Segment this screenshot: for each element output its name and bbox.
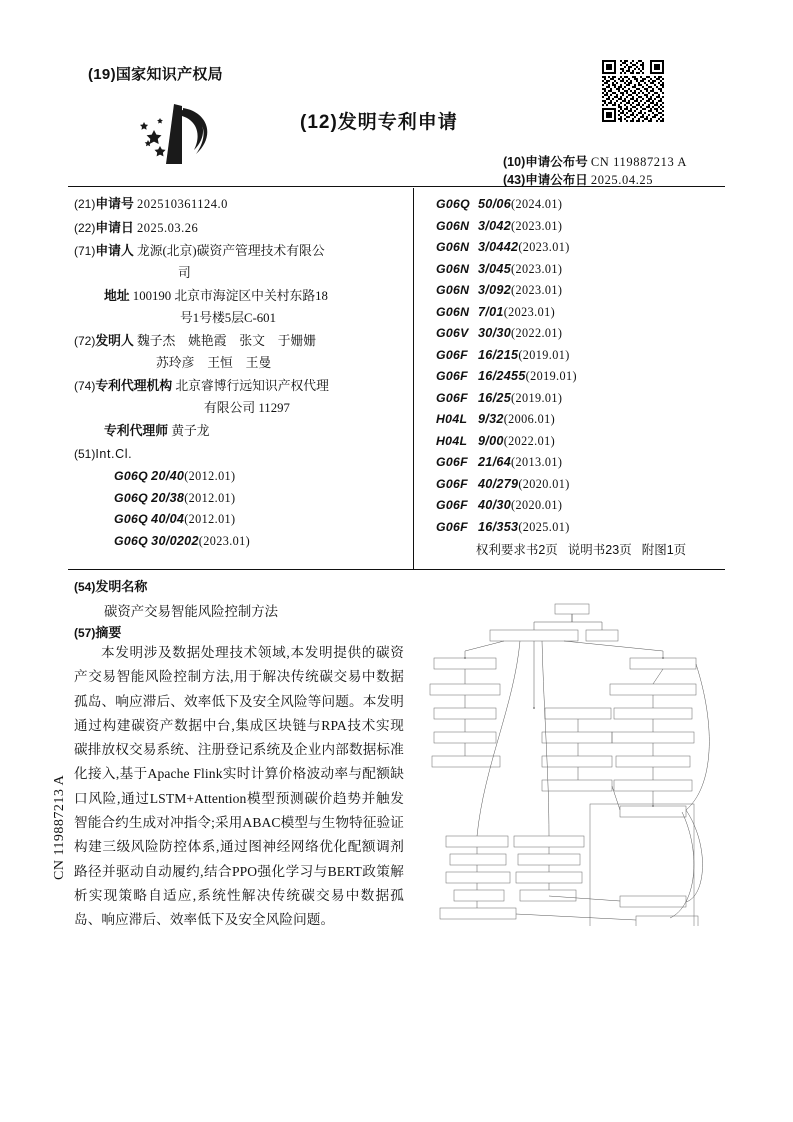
field-agent-label: 专利代理师 [104, 423, 168, 438]
classification-symbol: G06F [436, 455, 468, 469]
field-application-date-label: 申请日 [95, 219, 134, 235]
classification-symbol: G06Q [436, 197, 471, 211]
classification-list-right [436, 194, 726, 538]
field-application-number [74, 193, 410, 216]
field-application-date-value: 2025.03.26 [136, 220, 199, 235]
classification-item [436, 259, 726, 281]
classification-group: 7/01 [478, 304, 504, 319]
classification-item [74, 466, 410, 488]
classification-symbol: G06F [436, 498, 468, 512]
classification-item [436, 194, 726, 216]
document-kind-code: (12) [300, 112, 338, 133]
invention-title-block [74, 576, 414, 620]
classification-version: (2020.01) [511, 498, 563, 512]
field-application-date [74, 217, 410, 240]
field-agency-code: (74) [74, 379, 96, 393]
classification-symbol: G06F [436, 347, 468, 362]
invention-title-label: 发明名称 [95, 579, 148, 594]
field-applicant-code: (71) [74, 244, 96, 258]
classification-group: 20/40 [151, 469, 185, 483]
classification-group: 16/2455 [478, 369, 526, 383]
page-count-description: 说明书23页 [567, 543, 632, 557]
field-agent-value: 黄子龙 [171, 424, 210, 438]
classification-version: (2024.01) [511, 197, 563, 211]
field-address-value-line1: 100190 北京市海淀区中关村东路18 [132, 289, 328, 303]
classification-symbol: G06Q [114, 512, 149, 526]
field-application-number-value: 202510361124.0 [136, 197, 228, 211]
field-application-number-label: 申请号 [95, 196, 134, 211]
field-agency [74, 375, 410, 419]
classification-item [436, 237, 726, 259]
classification-item [74, 531, 410, 553]
classification-symbol: G06N [436, 283, 470, 297]
abstract-text: 本发明涉及数据处理技术领域,本发明提供的碳资产交易智能风险控制方法,用于解决传统碳交易中数据孤岛、响应滞后、效率低下及安全风险等问题。本发明通过构建碳资产数据中台,集成区块链与RPA技术实现碳排放权交易系统、注册登记系统及企业内部数据标准化接入,基于Apache Flink实时计算价格波动率与配额缺口风险,通过LSTM+Attention模型预测碳价趋势并触发智能合约生成对冲指令;采用ABAC模型与生物特征验证构建三级风险防控体系,通过图神经网络优化配额调剂路径并驱动自动履约,结合PPO强化学习与BERT政策解析实现策略自适应,系统性解决传统碳交易中数据孤岛、响应滞后、效率低下及安全风险问题。 [74, 645, 404, 928]
field-applicant-label: 申请人 [95, 243, 134, 258]
classification-version: (2012.01) [184, 512, 236, 526]
classification-version: (2012.01) [184, 469, 236, 483]
field-int-cl [74, 444, 410, 466]
classification-version: (2023.01) [518, 240, 570, 254]
field-applicant [74, 240, 410, 284]
invention-title-text: 碳资产交易智能风险控制方法 [104, 604, 279, 619]
document-kind [300, 107, 458, 134]
side-publication-code-text: CN 119887213 A [52, 774, 67, 880]
classification-version: (2006.01) [503, 412, 556, 426]
classification-group: 30/0202 [151, 533, 199, 548]
classification-group: 3/092 [478, 283, 512, 297]
classification-group: 9/00 [478, 433, 504, 448]
field-inventors-code: (72) [74, 334, 96, 348]
classification-group: 40/04 [151, 512, 185, 526]
field-int-cl-code: (51) [74, 446, 96, 461]
classification-group: 16/25 [478, 390, 512, 405]
classification-symbol: G06Q [114, 469, 149, 483]
classification-version: (2013.01) [511, 455, 563, 469]
field-int-cl-label: Int.Cl. [95, 446, 133, 461]
classification-version: (2023.01) [511, 218, 563, 233]
publication-number [503, 152, 687, 170]
field-address [74, 285, 410, 329]
abstract-heading [74, 622, 121, 642]
field-address-value-line2: 号1号楼5层C-601 [180, 310, 276, 325]
document-kind-label: 发明专利申请 [337, 112, 458, 133]
page-count-drawings: 附图1页 [641, 543, 687, 557]
classification-group: 9/32 [478, 412, 504, 426]
publication-date-label: 申请公布日 [525, 173, 588, 187]
classification-symbol: G06V [436, 326, 469, 340]
publication-date-value: 2025.04.25 [590, 173, 654, 187]
classification-symbol: G06N [436, 261, 470, 276]
classification-item [436, 302, 726, 324]
classification-symbol: G06F [436, 476, 468, 491]
classification-list-left [74, 466, 410, 552]
field-inventors-label: 发明人 [95, 333, 134, 348]
cnipa-emblem-icon [130, 100, 222, 170]
classification-item [436, 388, 726, 410]
issuing-office: (19)国家知识产权局 [88, 66, 223, 83]
divider-middle [68, 569, 725, 570]
classification-version: (2022.01) [511, 326, 563, 340]
classification-symbol: G06F [436, 390, 468, 405]
classification-item [436, 366, 726, 388]
classification-item [74, 509, 410, 531]
classification-group: 16/215 [478, 347, 519, 362]
invention-title-code: (54) [74, 580, 96, 594]
page-count-claims: 权利要求书2页 [475, 543, 558, 557]
classification-symbol: G06N [436, 240, 470, 254]
classification-group: 21/64 [478, 455, 512, 469]
classification-symbol: G06N [436, 218, 470, 233]
classification-version: (2019.01) [518, 347, 570, 362]
classification-version: (2023.01) [511, 283, 563, 297]
classification-item [436, 517, 726, 539]
field-agent [74, 420, 410, 443]
field-inventors [74, 330, 410, 374]
classification-version: (2023.01) [198, 533, 251, 548]
classification-symbol: G06Q [114, 490, 149, 505]
classification-item [436, 431, 726, 453]
publication-number-code: (10) [503, 155, 526, 169]
classification-version: (2023.01) [503, 304, 556, 319]
divider-column [413, 188, 414, 569]
classification-item [436, 216, 726, 238]
field-inventors-line2: 苏玲彦 王恒 王曼 [156, 355, 272, 370]
flowchart-thumbnail [424, 596, 724, 926]
field-inventors-line1: 魏子杰 姚艳霞 张文 于姗姗 [136, 334, 317, 348]
classification-group: 30/30 [478, 326, 512, 340]
classification-group: 40/30 [478, 498, 512, 512]
classification-item [436, 452, 726, 474]
classification-version: (2020.01) [518, 476, 570, 491]
classification-item [436, 345, 726, 367]
field-applicant-value-line1: 龙源(北京)碳资产管理技术有限公 [136, 244, 325, 258]
publication-number-label: 申请公布号 [525, 155, 588, 169]
classification-version: (2019.01) [525, 369, 577, 383]
field-agency-value-line1: 北京睿博行远知识产权代理 [175, 379, 329, 393]
classification-symbol: H04L [436, 412, 468, 426]
classification-item [436, 474, 726, 496]
page-counts [436, 540, 726, 558]
classification-version: (2012.01) [184, 490, 236, 505]
classification-item [436, 280, 726, 302]
classification-symbol: H04L [436, 433, 468, 448]
classification-group: 3/042 [478, 218, 512, 233]
classification-item [74, 488, 410, 510]
classification-symbol: G06F [436, 519, 468, 534]
field-application-date-code: (22) [74, 220, 96, 235]
classification-group: 3/045 [478, 261, 512, 276]
publication-date-code: (43) [503, 173, 526, 187]
classification-group: 20/38 [151, 490, 185, 505]
side-publication-code [52, 700, 68, 880]
field-agency-value-line2: 有限公司 11297 [204, 400, 290, 415]
divider-top [68, 186, 725, 187]
qr-code-icon [600, 58, 666, 124]
field-address-label: 地址 [104, 288, 130, 303]
classification-item [436, 323, 726, 345]
classification-group: 3/0442 [478, 240, 519, 254]
abstract-label: 摘要 [95, 625, 122, 640]
classification-item [436, 409, 726, 431]
classification-version: (2025.01) [518, 519, 570, 534]
classification-group: 16/353 [478, 519, 519, 534]
classification-group: 40/279 [478, 476, 519, 491]
field-applicant-value-line2: 司 [178, 265, 191, 280]
classification-version: (2019.01) [511, 390, 563, 405]
classification-version: (2023.01) [511, 261, 563, 276]
classification-item [436, 495, 726, 517]
field-agency-label: 专利代理机构 [95, 378, 173, 393]
classification-symbol: G06F [436, 369, 468, 383]
abstract-code: (57) [74, 626, 96, 640]
classification-symbol: G06N [436, 304, 470, 319]
classification-symbol: G06Q [114, 533, 149, 548]
publication-number-value: CN 119887213 A [590, 155, 688, 169]
bibliographic-left-column [74, 193, 410, 552]
field-application-number-code: (21) [74, 197, 96, 211]
classification-group: 50/06 [478, 197, 512, 211]
classification-version: (2022.01) [503, 433, 556, 448]
